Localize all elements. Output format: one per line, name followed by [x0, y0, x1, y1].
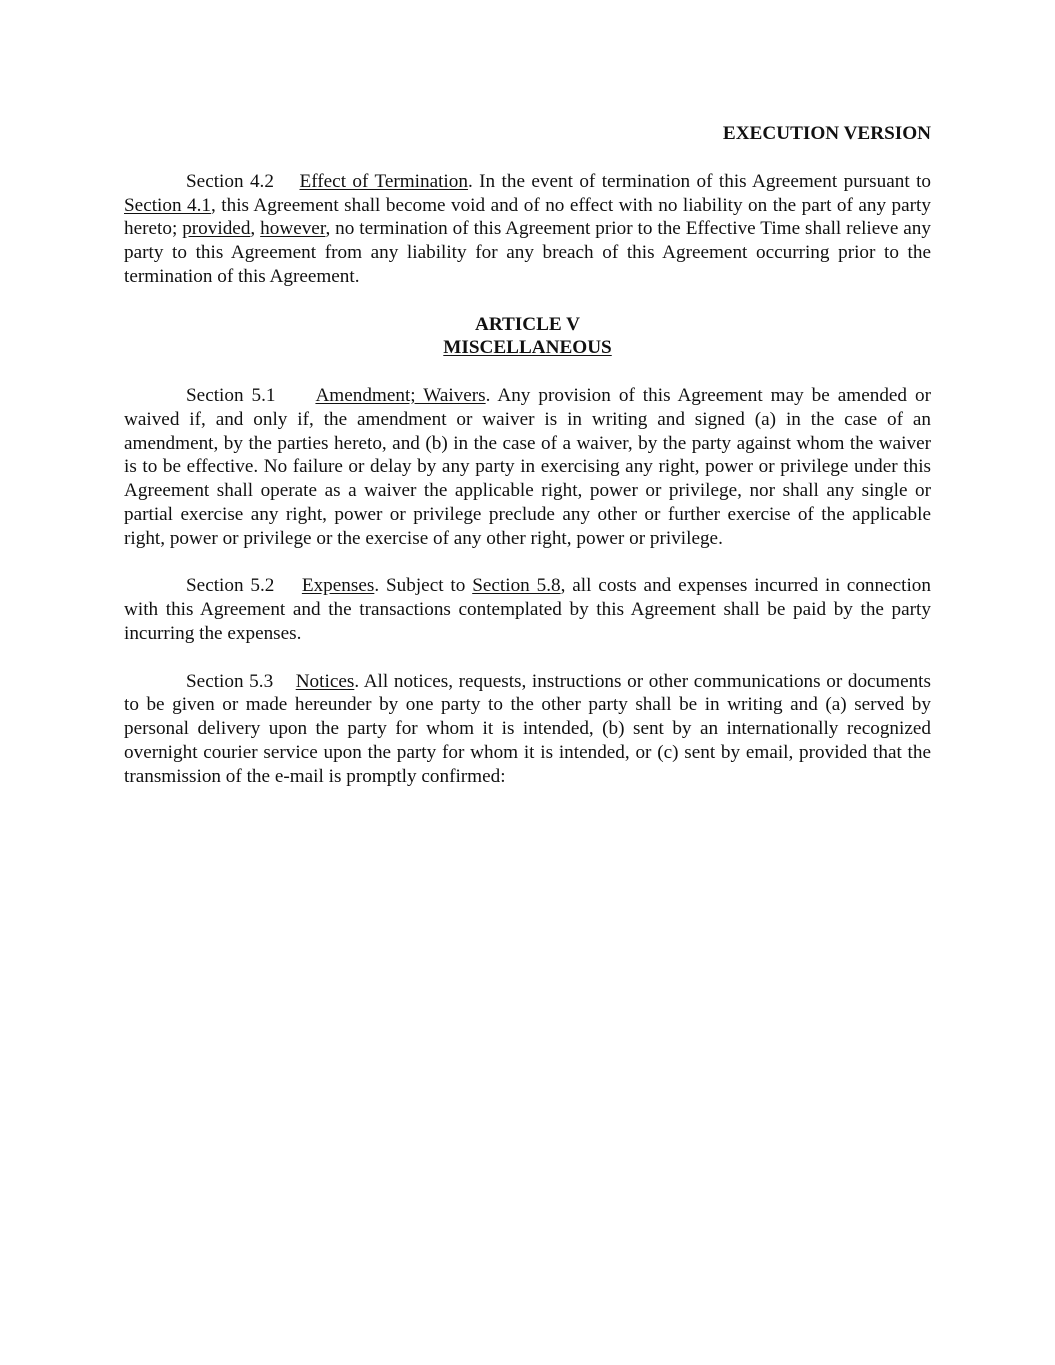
section-4-2-text-1: . In the event of termination of this Agreement pursuant to — [467, 170, 931, 192]
section-5-2-text-2: , all costs and expenses incurred in connection with this Agreement and the transactions contemplated by this Agreement shall be paid by the party incurring the expenses. — [124, 575, 931, 644]
execution-version-label: EXECUTION VERSION — [722, 123, 931, 144]
however-term: however — [260, 218, 326, 240]
section-5-1-text: . Any provision of this Agreement may be amended or waived if, and only if, the amendment or waiver is in writing and signed (a) in the case of an amendment, by the parties hereto, and (b) in the case of a waiver, by the party against whom the waiver is to be effective. No failure or delay by any party in exercising any right, power or privilege under this Agreement shall operate as a waiver the applicable right, power or privilege, nor shall any single or partial exercise any right, power or privilege preclude any other or further exercise of the applicable right, power or privilege or the exercise of any other right, power or privilege. — [124, 384, 931, 549]
section-5-3-text: . All notices, requests, instructions or other communications or documents to be given or made hereunder by one party to the other party shall be in writing and (a) served by personal delivery upon the party for whom it is intended, (b) sent by an internationally recognized overnight courier service upon the party for whom it is intended, or (c) sent by email, provided that the transmission of the e-mail is promptly confirmed: — [124, 670, 931, 787]
section-4-1-reference: Section 4.1 — [124, 194, 212, 216]
section-5-3-label: Section 5.3 — [186, 670, 274, 692]
section-4-2 — [124, 170, 931, 289]
document-body — [124, 122, 931, 812]
section-5-2-text-1: . Subject to — [374, 575, 473, 597]
section-5-3-title: Notices — [295, 670, 355, 692]
section-4-2-title: Effect of Termination — [299, 170, 468, 192]
section-5-8-reference: Section 5.8 — [472, 575, 561, 597]
article-number: ARTICLE V — [474, 313, 581, 335]
section-5-3 — [124, 670, 931, 789]
provided-term: provided — [182, 218, 251, 240]
section-5-1-label: Section 5.1 — [186, 384, 276, 406]
section-5-1 — [124, 384, 931, 551]
section-4-2-label: Section 4.2 — [186, 170, 274, 192]
article-title: MISCELLANEOUS — [443, 337, 612, 359]
section-4-2-text-3: , no termination of this Agreement prior to the Effective Time shall relieve any party to this Agreement from any liability for any breach of this Agreement occurring prior to the termination of this Agreement. — [124, 218, 931, 287]
article-heading — [124, 313, 931, 361]
section-4-2-comma: , — [250, 218, 261, 240]
section-5-2 — [124, 574, 931, 645]
section-4-2-text-2: , this Agreement shall become void and of no effect with no liability on the part of any party hereto; — [124, 194, 931, 240]
section-5-2-label: Section 5.2 — [186, 575, 275, 597]
section-5-1-title: Amendment; Waivers — [315, 384, 486, 406]
section-5-2-title: Expenses — [301, 575, 375, 597]
